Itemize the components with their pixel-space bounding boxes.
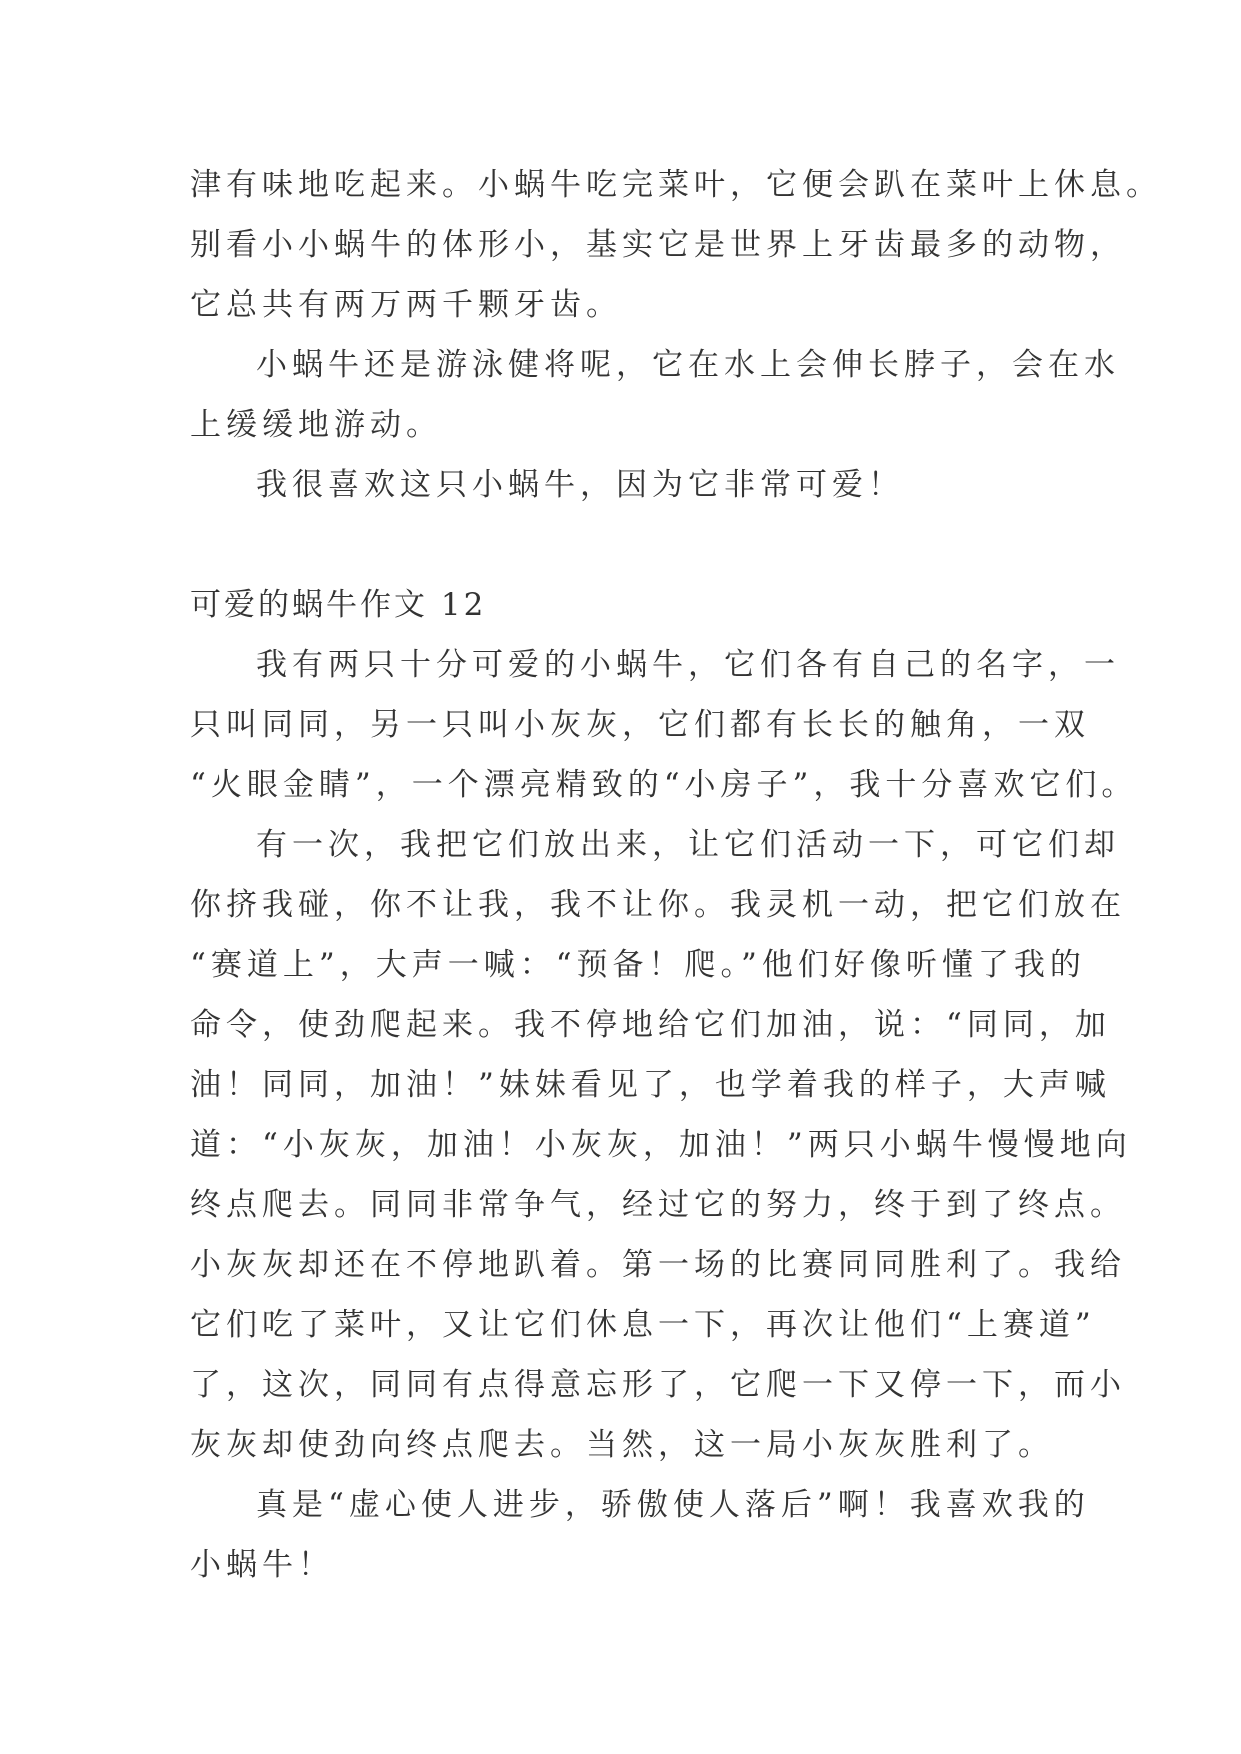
- text-line: 津有味地吃起来。小蜗牛吃完菜叶，它便会趴在菜叶上休息。: [190, 167, 1162, 203]
- text-line: 命令，使劲爬起来。我不停地给它们加油，说：“同同，加: [190, 1007, 1111, 1043]
- paragraph-6: [190, 1475, 1090, 1595]
- text-line: 它总共有两万两千颗牙齿。: [190, 287, 622, 323]
- paragraph-4: [190, 635, 1138, 815]
- text-line: 油！同同，加油！”妹妹看见了，也学着我的样子，大声喊: [190, 1067, 1111, 1103]
- section-gap: [190, 515, 1060, 575]
- text-line: 小灰灰却还在不停地趴着。第一场的比赛同同胜利了。我给: [190, 1247, 1126, 1283]
- text-line: 小蜗牛！: [190, 1547, 334, 1583]
- text-line: 你挤我碰，你不让我，我不让你。我灵机一动，把它们放在: [190, 887, 1126, 923]
- text-line: 了，这次，同同有点得意忘形了，它爬一下又停一下，而小: [190, 1367, 1126, 1403]
- text-line: 别看小小蜗牛的体形小，基实它是世界上牙齿最多的动物，: [190, 227, 1126, 263]
- text-line: 只叫同同，另一只叫小灰灰，它们都有长长的触角，一双: [190, 707, 1090, 743]
- paragraph-2: [190, 335, 1120, 455]
- text-line: “火眼金睛”，一个漂亮精致的“小房子”，我十分喜欢它们。: [190, 767, 1138, 803]
- text-line: 小蜗牛还是游泳健将呢，它在水上会伸长脖子，会在水: [256, 347, 1120, 383]
- text-line: 它们吃了菜叶，又让它们休息一下，再次让他们“上赛道”: [190, 1307, 1096, 1343]
- paragraph-3: [190, 455, 1060, 515]
- essay-body: [190, 155, 1162, 1595]
- text-line: 真是“虚心使人进步，骄傲使人落后”啊！我喜欢我的: [256, 1487, 1090, 1523]
- text-line: 终点爬去。同同非常争气，经过它的努力，终于到了终点。: [190, 1187, 1126, 1223]
- text-line: 上缓缓地游动。: [190, 407, 442, 443]
- text-line: “赛道上”，大声一喊：“预备！爬。”他们好像听懂了我的: [190, 947, 1086, 983]
- text-line: 我很喜欢这只小蜗牛，因为它非常可爱！: [256, 467, 904, 503]
- section-title: 可爱的蜗牛作文 12: [190, 587, 487, 623]
- text-line: 有一次，我把它们放出来，让它们活动一下，可它们却: [256, 827, 1120, 863]
- paragraph-1: [190, 155, 1162, 335]
- text-line: 灰灰却使劲向终点爬去。当然，这一局小灰灰胜利了。: [190, 1427, 1054, 1463]
- text-line: 道：“小灰灰，加油！小灰灰，加油！”两只小蜗牛慢慢地向: [190, 1127, 1132, 1163]
- text-line: 我有两只十分可爱的小蜗牛，它们各有自己的名字，一: [256, 647, 1120, 683]
- paragraph-5: [190, 815, 1132, 1475]
